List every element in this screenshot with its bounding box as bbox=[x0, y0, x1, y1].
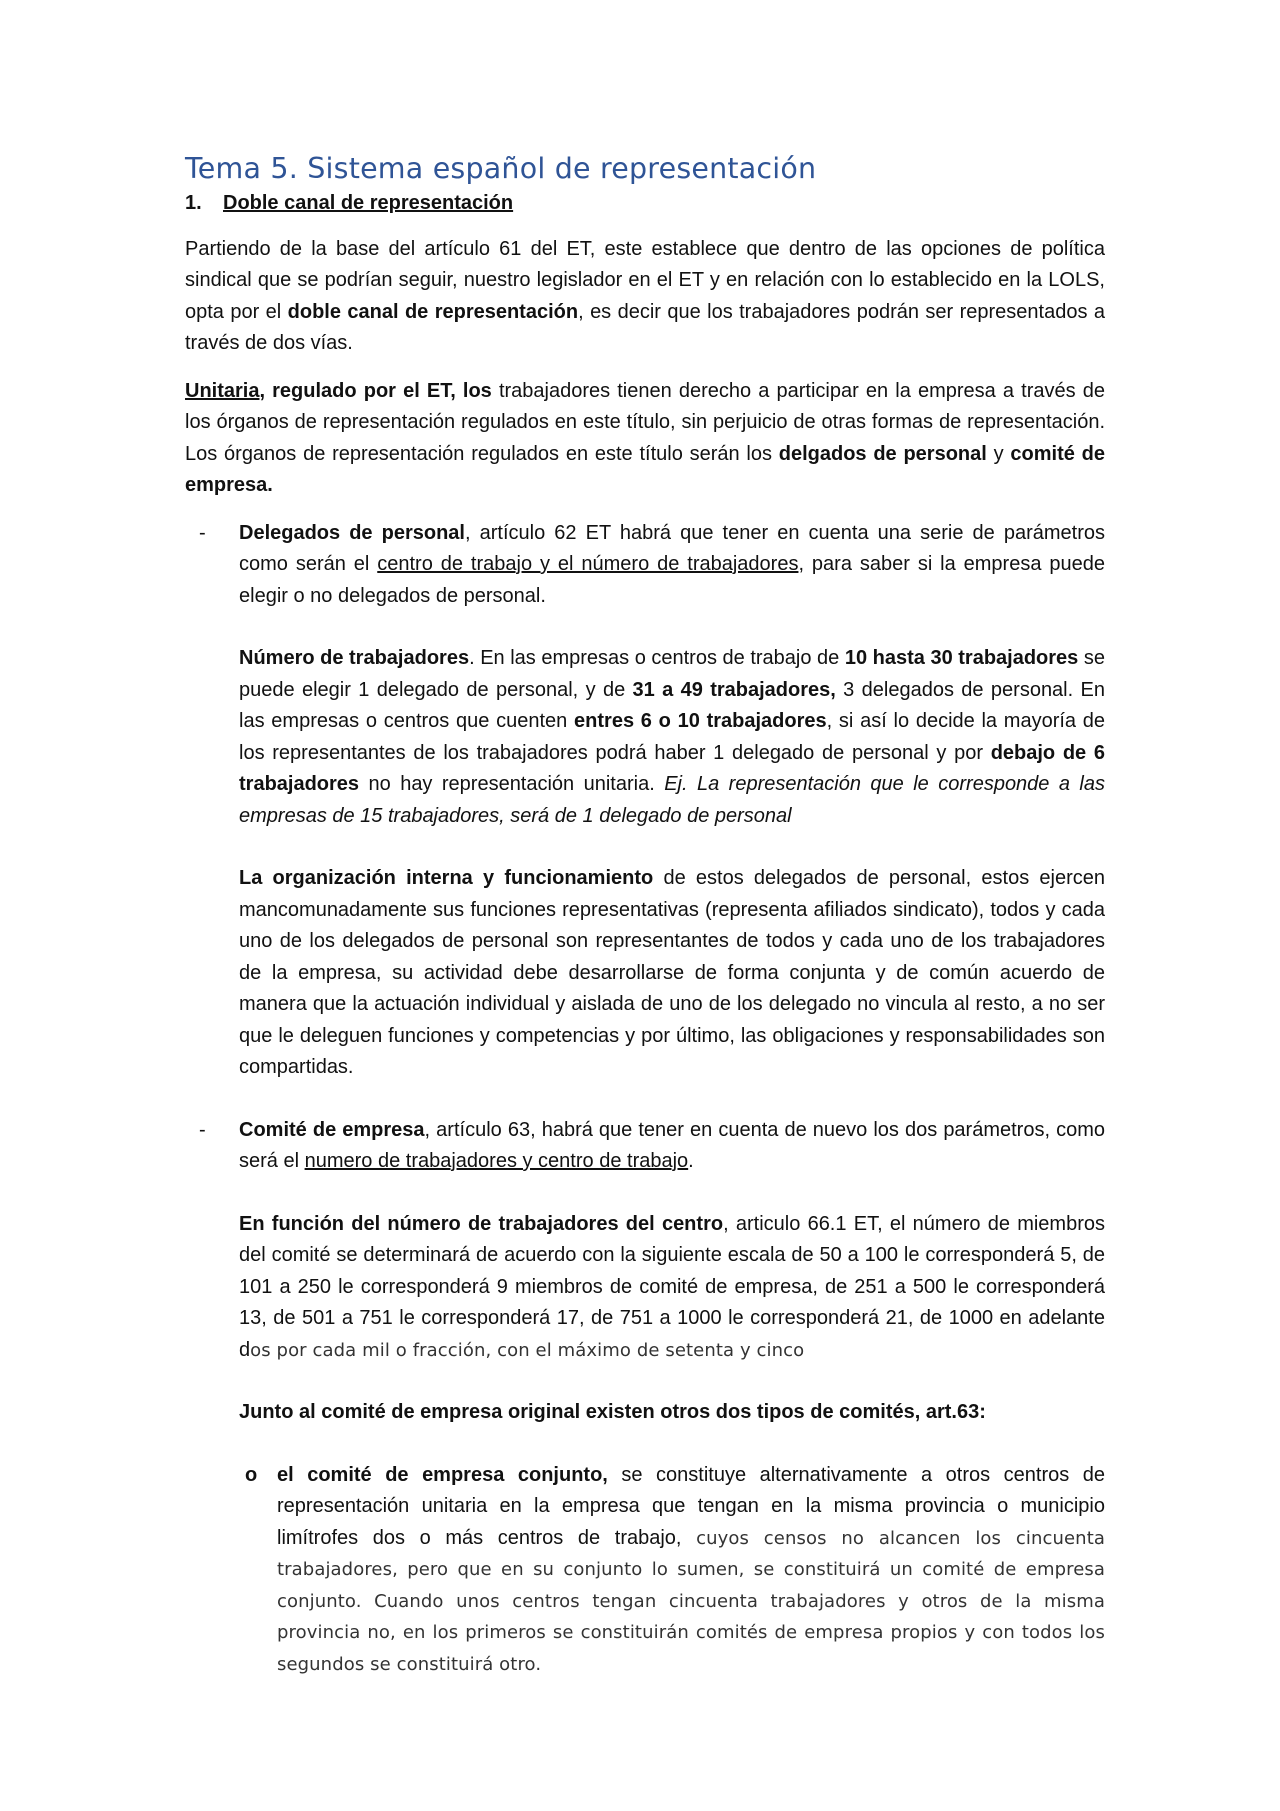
bold-text: 10 hasta 30 trabajadores bbox=[844, 647, 1079, 669]
text: Partiendo de la base del artículo 61 del ET, este establece que dentro de las opciones de política sindical que se podrían seguir, nuestro legislador en el ET y en relación con lo establecido en la LOLS, opta por el bbox=[185, 237, 1105, 323]
italic-example: Ej. La representación que le corresponde a las empresas de 15 trabajadores, será de 1 delegado de personal bbox=[239, 773, 1106, 827]
text: , articulo 66.1 ET, el número de miembros del comité se determinará de acuerdo con la siguiente escala de 50 a 100 le corresponderá 5, de 101 a 250 le corresponderá 9 miembros de comité de empresa, de 251 a 500 le corresponderá 13, de 501 a 751 le corresponderá 17, de 751 a 1000 le corresponderá 21, de 1000 en adelante d bbox=[239, 1212, 1105, 1361]
text: se puede elegir 1 delegado de personal, y de bbox=[239, 647, 1105, 701]
paragraph-junto bbox=[239, 1397, 1105, 1429]
bold-text: , regulado por el ET, los bbox=[259, 379, 492, 402]
text: , si así lo decide la mayoría de los representantes de los trabajadores podrá haber 1 delegado de personal y por bbox=[239, 710, 1106, 764]
sans-text: os por cada mil o fracción, con el máximo de setenta y cinco bbox=[250, 1339, 805, 1361]
text: , artículo 62 ET habrá que tener en cuenta una serie de parámetros como serán el bbox=[239, 521, 1105, 575]
underlined-text: numero de trabajadores y centro de trabajo bbox=[304, 1150, 689, 1172]
paragraph-conjunto bbox=[277, 1460, 1105, 1681]
text: 3 delegados de personal. En las empresas o centros que cuenten bbox=[239, 678, 1105, 732]
paragraph-organizacion bbox=[239, 863, 1105, 1084]
bold-text: La organización interna y funcionamiento bbox=[239, 867, 654, 889]
dash-bullet: - bbox=[199, 521, 206, 544]
text: y bbox=[986, 442, 1011, 465]
text: de estos delegados de personal, estos ejercen mancomunadamente sus funciones representativas (representa afiliados sindicato), todos y cada uno de los delegados de personal son representantes de todos y cada uno de los trabajadores de la empresa, su actividad debe desarrollarse de forma conjunta y de común acuerdo de manera que la actuación individual y aislada de uno de los delegado no vincula al resto, a no ser que le deleguen funciones y competencias y por último, las obligaciones y responsabilidades son compartidas. bbox=[239, 867, 1105, 1078]
paragraph-funcion bbox=[239, 1209, 1105, 1367]
text: , es decir que los trabajadores podrán ser representados a través de dos vías. bbox=[185, 300, 1105, 354]
bold-text: debajo de 6 trabajadores bbox=[239, 741, 1106, 795]
paragraph-numero-trabajadores bbox=[239, 643, 1105, 832]
text: , artículo 63, habrá que tener en cuenta de nuevo los dos parámetros, como será el bbox=[239, 1118, 1105, 1172]
text: , para saber si la empresa puede elegir o no delegados de personal. bbox=[239, 553, 1105, 607]
bold-text: En función del número de trabajadores del centro bbox=[239, 1212, 724, 1235]
dash-bullet: - bbox=[199, 1118, 206, 1141]
paragraph-unitaria bbox=[185, 376, 1105, 502]
document-title: Tema 5. Sistema español de representación bbox=[185, 152, 817, 185]
text: se constituye alternativamente a otros centros de representación unitaria en la empresa que tengan en la misma provincia o municipio limítrofes dos o más centros de trabajo, bbox=[277, 1463, 1105, 1549]
bold-text: . bbox=[267, 474, 273, 496]
bold-text: entres 6 o 10 trabajadores bbox=[574, 710, 827, 732]
section-title: Doble canal de representación bbox=[223, 192, 514, 214]
section-heading bbox=[185, 188, 1105, 220]
section-number: 1. bbox=[185, 192, 202, 214]
list-item-comite bbox=[185, 1115, 1105, 1681]
underlined-text: centro de trabajo y el número de trabajadores bbox=[377, 553, 799, 575]
paragraph-intro bbox=[185, 234, 1105, 360]
underlined-bold-text: Unitaria bbox=[185, 379, 260, 402]
paragraph-comite bbox=[239, 1115, 1105, 1178]
bold-text: Comité de empresa bbox=[239, 1118, 425, 1141]
circle-bullet: o bbox=[245, 1463, 258, 1486]
document-page bbox=[185, 150, 1105, 1680]
bold-text: Número de trabajadores bbox=[239, 647, 470, 669]
bold-text: 31 a 49 trabajadores, bbox=[632, 678, 836, 701]
paragraph-delegados bbox=[239, 518, 1105, 613]
sans-text: cuyos censos no alcancen los cincuenta trabajadores, pero que en su conjunto lo sumen, se constituirá un comité de empresa conjunto. Cuando unos centros tengan cincuenta trabajadores y otros de la misma provincia no, en los primeros se constituirán comités de empresa propios y con todos los segundos se constituirá otro. bbox=[277, 1527, 1105, 1675]
bold-text: comité de empresa bbox=[185, 442, 1105, 496]
text: trabajadores tienen derecho a participar en la empresa a través de los órganos de representación regulados en este título, sin perjuicio de otras formas de representación. Los órganos de representación regulados en este título serán los bbox=[185, 379, 1105, 465]
text: . bbox=[688, 1150, 694, 1172]
text: no hay representación unitaria. bbox=[359, 773, 665, 795]
bold-text: doble canal de representación bbox=[287, 300, 579, 323]
sub-item-comite-conjunto bbox=[185, 1460, 1105, 1681]
text: . En las empresas o centros de trabajo de bbox=[469, 647, 845, 669]
bold-text: Junto al comité de empresa original existen otros dos tipos de comités, art.63: bbox=[239, 1401, 986, 1423]
bold-text: el comité de empresa conjunto, bbox=[277, 1463, 608, 1486]
bold-text: Delegados de personal bbox=[239, 521, 465, 544]
list-item-delegados bbox=[185, 518, 1105, 1084]
bold-text: delgados de personal bbox=[778, 442, 987, 465]
